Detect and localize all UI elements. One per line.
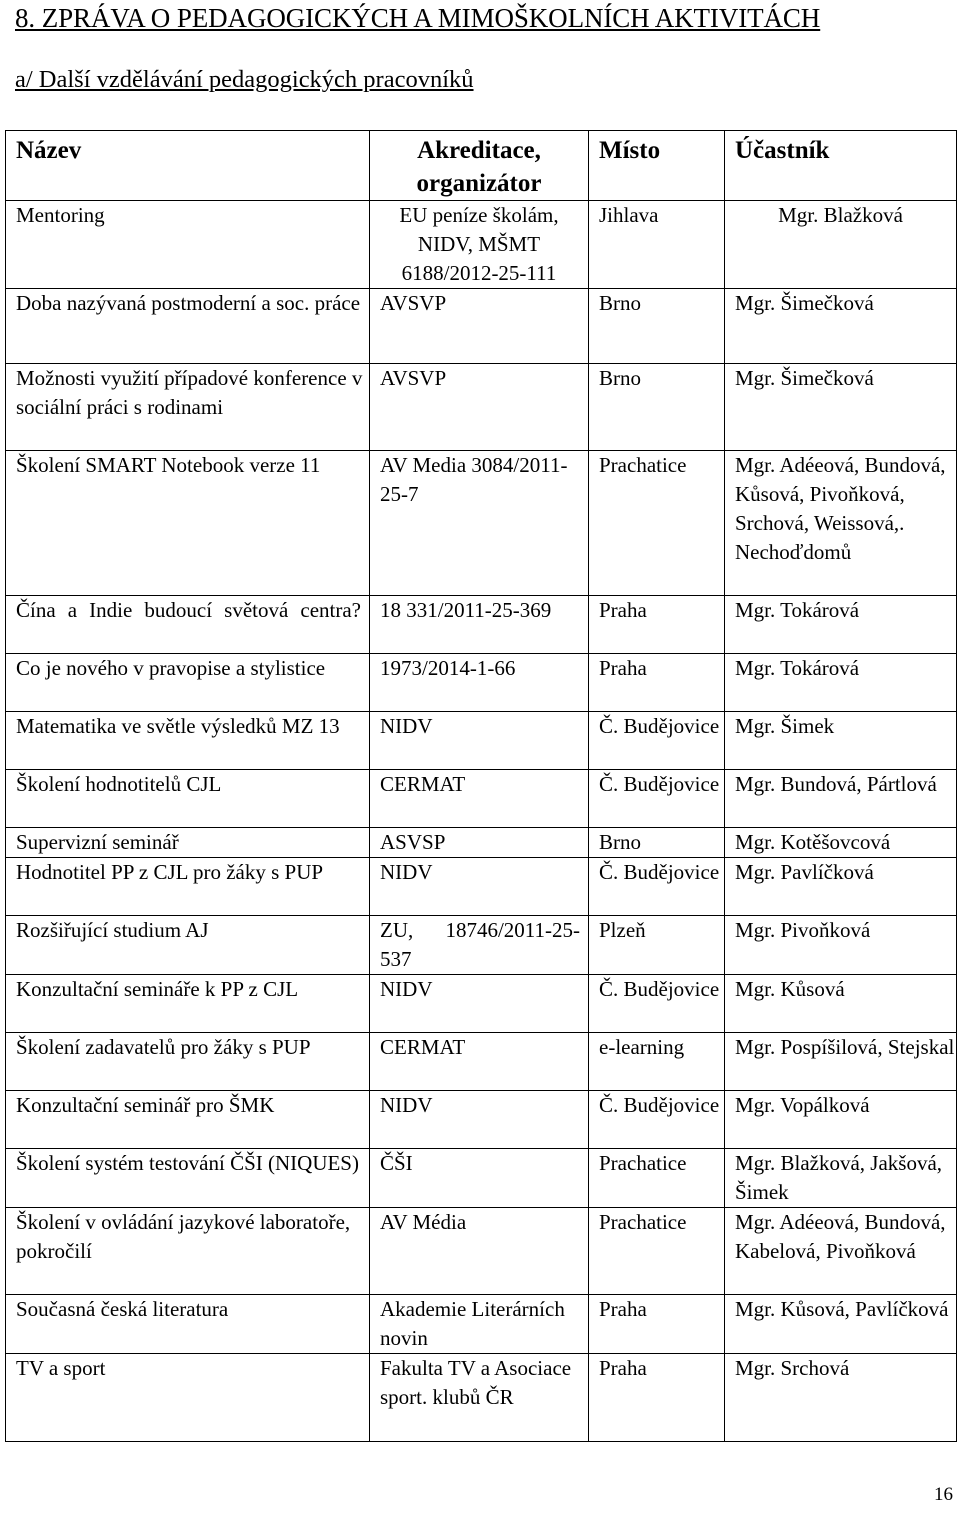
table-row [6,1149,957,1208]
cell-participant: Mgr. Pospíšilová, Stejskal [725,1033,957,1091]
cell-accreditation: NIDV [370,975,589,1033]
cell-accreditation: AVSVP [370,364,589,451]
cell-place: e-learning [589,1033,725,1091]
cell-accreditation: NIDV [370,858,589,916]
training-table [5,130,957,1442]
cell-place: Praha [589,1295,725,1354]
table-row [6,975,957,1033]
cell-place: Prachatice [589,1149,725,1208]
table-row [6,1033,957,1091]
cell-place: Jihlava [589,201,725,289]
cell-accreditation: ČŠI [370,1149,589,1208]
cell-participant: Mgr. Blažková, Jakšová, Šimek [725,1149,957,1208]
cell-accreditation: AV Media 3084/2011-25-7 [370,451,589,596]
cell-participant: Mgr. Blažková [725,201,957,289]
cell-participant: Mgr. Pivoňková [725,916,957,975]
header-misto: Místo [589,131,725,201]
cell-name: Matematika ve světle výsledků MZ 13 [6,712,370,770]
cell-participant: Mgr. Kůsová, Pavlíčková [725,1295,957,1354]
cell-place: Plzeň [589,916,725,975]
cell-participant: Mgr. Vopálková [725,1091,957,1149]
cell-participant: Mgr. Bundová, Pártlová [725,770,957,828]
cell-accreditation: Akademie Literárních novin [370,1295,589,1354]
header-ucastnik: Účastník [725,131,957,201]
cell-name: Školení SMART Notebook verze 11 [6,451,370,596]
cell-name: Školení v ovládání jazykové laboratoře, pokročilí [6,1208,370,1295]
cell-participant: Mgr. Šimečková [725,364,957,451]
cell-participant: Mgr. Kůsová [725,975,957,1033]
cell-name: Rozšiřující studium AJ [6,916,370,975]
cell-name: Školení zadavatelů pro žáky s PUP [6,1033,370,1091]
cell-participant: Mgr. Tokárová [725,596,957,654]
cell-place: Praha [589,1354,725,1442]
table-row [6,289,957,364]
table-row [6,201,957,289]
cell-place: Prachatice [589,1208,725,1295]
table-row [6,1354,957,1442]
cell-accreditation: AV Média [370,1208,589,1295]
cell-participant: Mgr. Srchová [725,1354,957,1442]
cell-accreditation: ASVSP [370,828,589,858]
table-row [6,770,957,828]
cell-place: Brno [589,828,725,858]
cell-name: Co je nového v pravopise a stylistice [6,654,370,712]
cell-name: Supervizní seminář [6,828,370,858]
cell-place: Č. Budějovice [589,1091,725,1149]
table-row [6,858,957,916]
cell-participant: Mgr. Šimečková [725,289,957,364]
cell-name: TV a sport [6,1354,370,1442]
table-row [6,451,957,596]
section-subheading: a/ Další vzdělávání pedagogických pracovníků [15,66,474,93]
page-heading: 8. ZPRÁVA O PEDAGOGICKÝCH A MIMOŠKOLNÍCH AKTIVITÁCH [15,3,821,33]
cell-participant: Mgr. Tokárová [725,654,957,712]
table-row [6,1208,957,1295]
table-row [6,1295,957,1354]
cell-participant: Mgr. Kotěšovcová [725,828,957,858]
table-row [6,654,957,712]
cell-name: Možnosti využití případové konference v sociální práci s rodinami [6,364,370,451]
page-number: 16 [934,1484,953,1505]
cell-name: Hodnotitel PP z CJL pro žáky s PUP [6,858,370,916]
cell-place: Brno [589,289,725,364]
cell-accreditation: CERMAT [370,770,589,828]
cell-name: Současná česká literatura [6,1295,370,1354]
cell-name: Doba nazývaná postmoderní a soc. práce [6,289,370,364]
cell-name: Školení systém testování ČŠI (NIQUES) [6,1149,370,1208]
cell-place: Č. Budějovice [589,712,725,770]
cell-accreditation: CERMAT [370,1033,589,1091]
cell-place: Č. Budějovice [589,858,725,916]
cell-accreditation: EU peníze školám, NIDV, MŠMT 6188/2012-25-111 [370,201,589,289]
cell-name: Školení hodnotitelů CJL [6,770,370,828]
cell-participant: Mgr. Adéeová, Bundová, Kůsová, Pivoňková, Srchová, Weissová,. Nechoďdomů [725,451,957,596]
table-row [6,364,957,451]
cell-accreditation: 1973/2014-1-66 [370,654,589,712]
cell-place: Prachatice [589,451,725,596]
cell-accreditation: 18 331/2011-25-369 [370,596,589,654]
cell-name: Konzultační semináře k PP z CJL [6,975,370,1033]
cell-accreditation: NIDV [370,1091,589,1149]
cell-participant: Mgr. Šimek [725,712,957,770]
cell-participant: Mgr. Adéeová, Bundová, Kabelová, Pivoňková [725,1208,957,1295]
table-row [6,916,957,975]
cell-name: Mentoring [6,201,370,289]
cell-place: Č. Budějovice [589,770,725,828]
cell-name: Konzultační seminář pro ŠMK [6,1091,370,1149]
cell-accreditation: ZU, 18746/2011-25-537 [370,916,589,975]
cell-place: Brno [589,364,725,451]
table-row [6,712,957,770]
table-row [6,828,957,858]
cell-place: Praha [589,596,725,654]
header-akreditace: Akreditace, organizátor [370,131,589,201]
table-row [6,1091,957,1149]
cell-place: Č. Budějovice [589,975,725,1033]
table-row [6,596,957,654]
cell-accreditation: NIDV [370,712,589,770]
cell-name: Čína a Indie budoucí světová centra? [6,596,370,654]
header-nazev: Název [6,131,370,201]
cell-participant: Mgr. Pavlíčková [725,858,957,916]
cell-accreditation: AVSVP [370,289,589,364]
table-header-row [6,131,957,201]
cell-place: Praha [589,654,725,712]
cell-accreditation: Fakulta TV a Asociace sport. klubů ČR [370,1354,589,1442]
